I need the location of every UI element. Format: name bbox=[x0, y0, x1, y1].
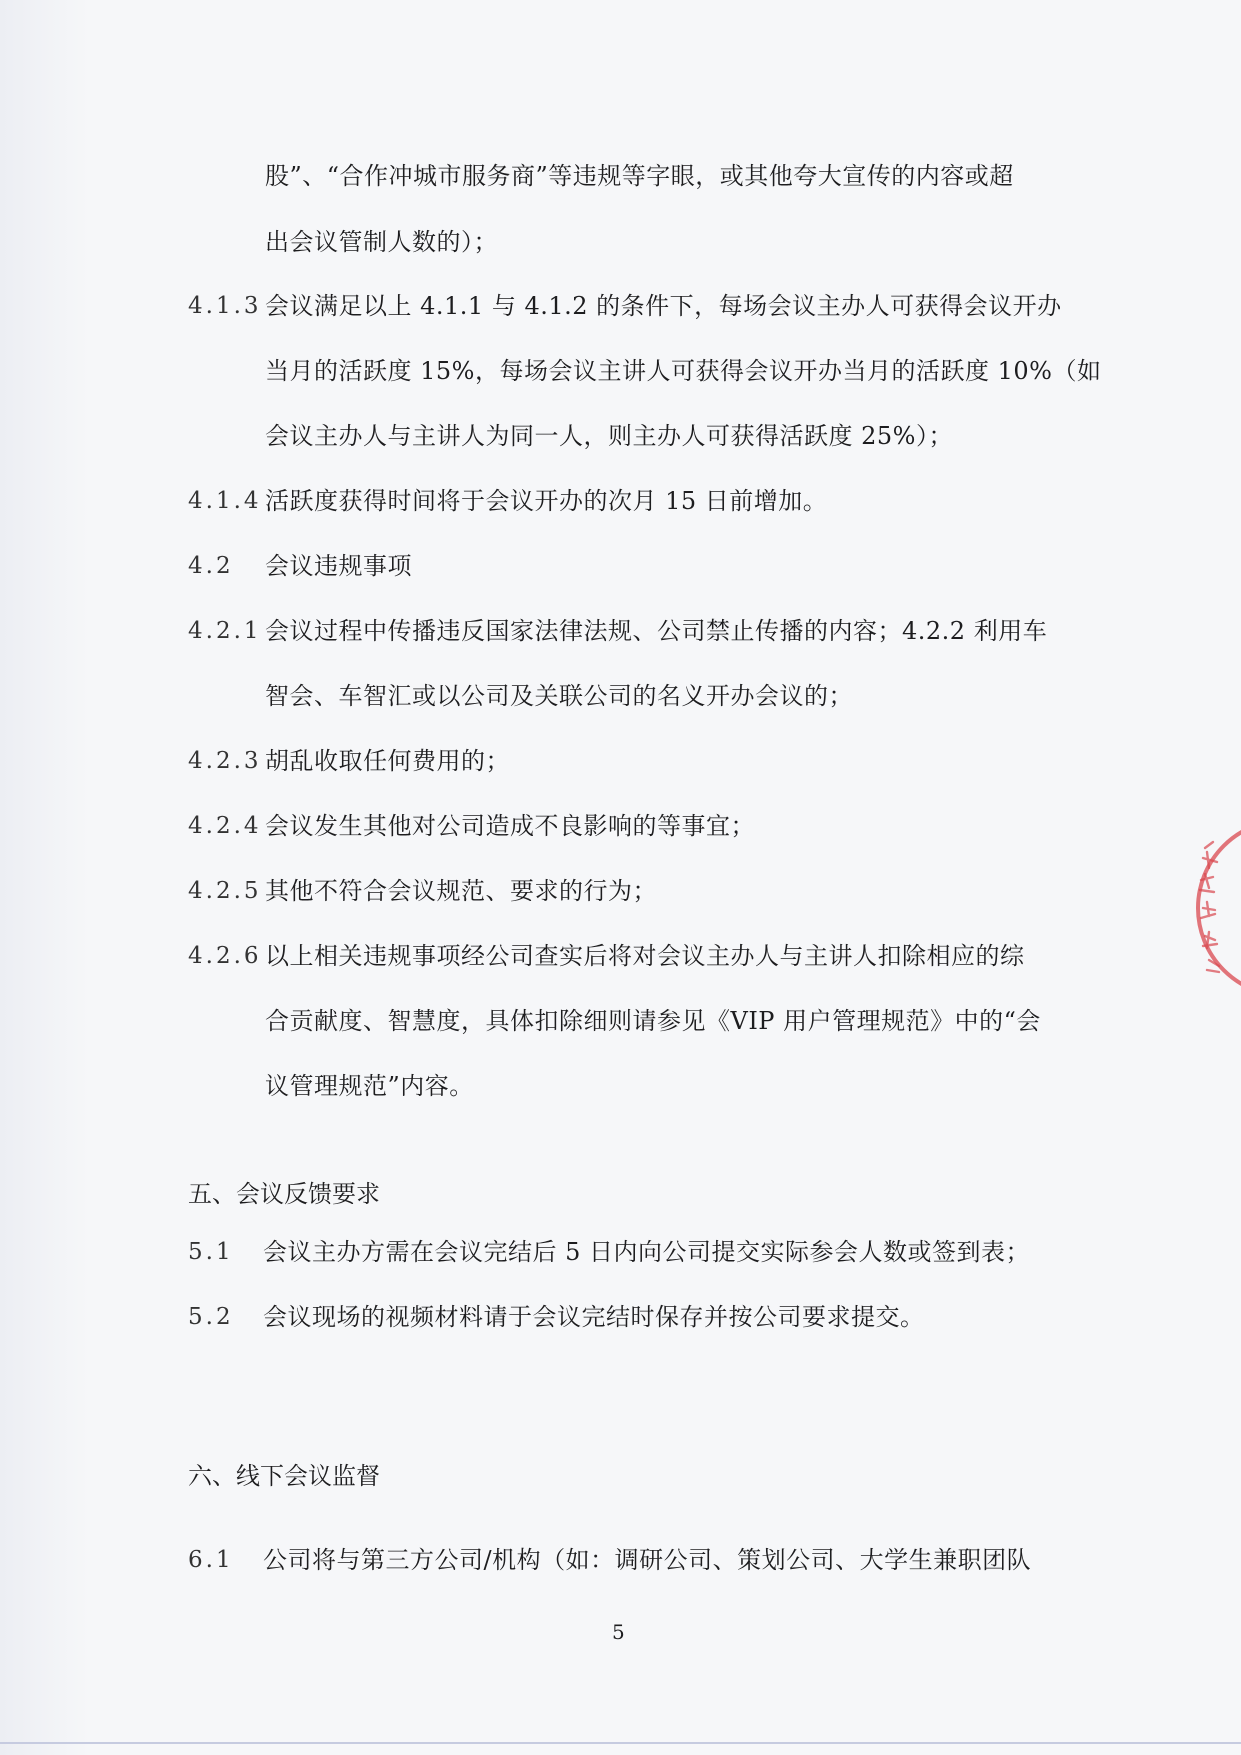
section-heading: 六、线下会议监督 bbox=[188, 1462, 380, 1490]
clause-number: 4.2 bbox=[188, 553, 234, 579]
text-line: 胡乱收取任何费用的； bbox=[265, 747, 510, 775]
clause-number: 4.2.1 bbox=[188, 618, 262, 644]
scan-bottom-line bbox=[0, 1742, 1241, 1744]
section-heading: 五、会议反馈要求 bbox=[188, 1180, 380, 1208]
text-line: 出会议管制人数的）； bbox=[265, 228, 498, 256]
text-line: 会议满足以上 4.1.1 与 4.1.2 的条件下，每场会议主办人可获得会议开办 bbox=[265, 292, 1062, 320]
text-line: 合贡献度、智慧度，具体扣除细则请参见《VIP 用户管理规范》中的“会 bbox=[265, 1007, 1041, 1035]
text-line: 公司将与第三方公司/机构（如：调研公司、策划公司、大学生兼职团队 bbox=[263, 1546, 1032, 1574]
text-line: 会议发生其他对公司造成不良影响的等事宜； bbox=[265, 812, 755, 840]
text-line: 其他不符合会议规范、要求的行为； bbox=[265, 877, 657, 905]
text-line: 以上相关违规事项经公司查实后将对会议主办人与主讲人扣除相应的综 bbox=[265, 942, 1025, 970]
text-line: 当月的活跃度 15%，每场会议主讲人可获得会议开办当月的活跃度 10%（如 bbox=[265, 357, 1102, 385]
clause-number: 4.1.4 bbox=[188, 488, 262, 514]
clause-number: 4.2.6 bbox=[188, 943, 262, 969]
clause-number: 4.2.3 bbox=[188, 748, 262, 774]
clause-number: 5.1 bbox=[188, 1239, 234, 1265]
clause-number: 4.2.4 bbox=[188, 813, 262, 839]
text-line: 股”、“合作冲城市服务商”等违规等字眼，或其他夸大宣传的内容或超 bbox=[265, 162, 1014, 190]
scan-edge-shadow bbox=[0, 0, 90, 1755]
clause-number: 4.2.5 bbox=[188, 878, 262, 904]
text-line: 会议过程中传播违反国家法律法规、公司禁止传播的内容；4.2.2 利用车 bbox=[265, 617, 1048, 645]
text-line: 会议主办人与主讲人为同一人，则主办人可获得活跃度 25%）； bbox=[265, 422, 953, 450]
text-line: 会议现场的视频材料请于会议完结时保存并按公司要求提交。 bbox=[263, 1303, 925, 1331]
text-line: 会议主办方需在会议完结后 5 日内向公司提交实际参会人数或签到表； bbox=[263, 1238, 1031, 1266]
clause-number: 4.1.3 bbox=[188, 293, 262, 319]
text-line: 会议违规事项 bbox=[265, 552, 412, 580]
text-line: 议管理规范”内容。 bbox=[265, 1072, 474, 1100]
page-number: 5 bbox=[612, 1620, 625, 1644]
seal-stamp-icon bbox=[1191, 808, 1241, 1008]
clause-number: 6.1 bbox=[188, 1547, 234, 1573]
text-line: 智会、车智汇或以公司及关联公司的名义开办会议的； bbox=[265, 682, 853, 710]
text-line: 活跃度获得时间将于会议开办的次月 15 日前增加。 bbox=[265, 487, 828, 515]
clause-number: 5.2 bbox=[188, 1304, 234, 1330]
